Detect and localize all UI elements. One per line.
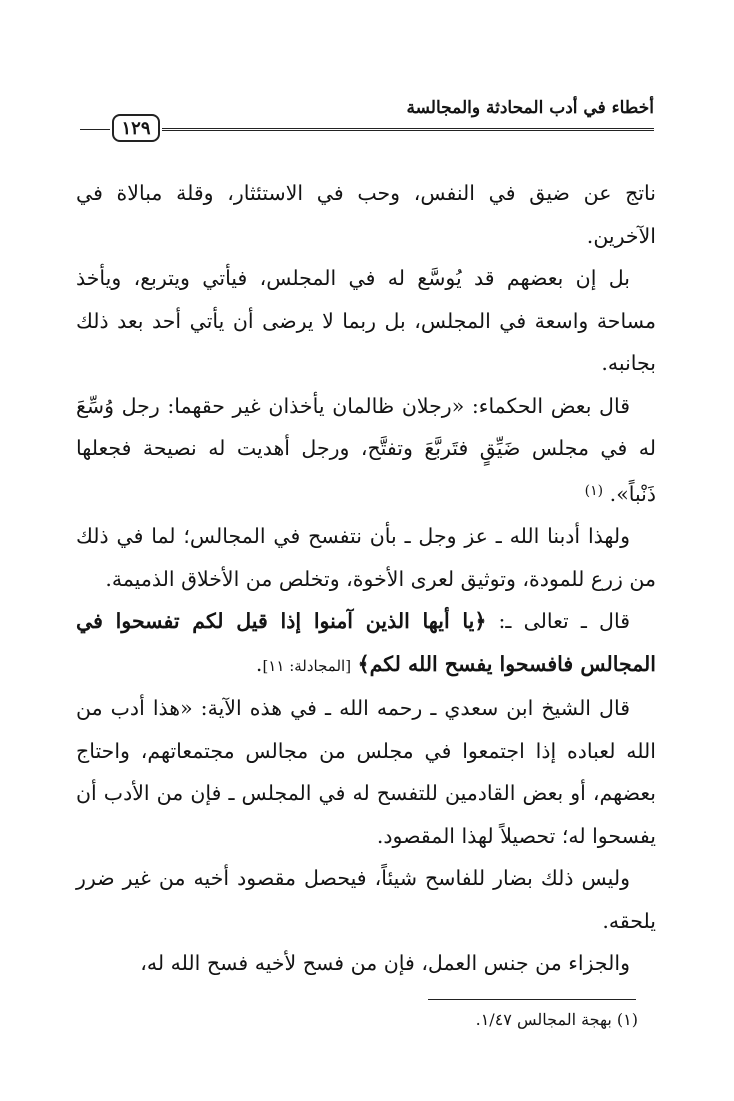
footnote-rule <box>428 999 636 1000</box>
verse-end: . <box>255 651 263 676</box>
paragraph-3 <box>76 385 656 516</box>
page-number: ١٢٩ <box>112 114 160 142</box>
paragraph-7: وليس ذلك بضار للفاسح شيئاً، فيحصل مقصود أخيه من غير ضرر يلحقه. <box>76 866 656 933</box>
verse-intro: قال ـ تعالى ـ: <box>486 609 630 633</box>
verse-reference: [المجادلة: ١١] <box>262 656 352 675</box>
paragraph-1: ناتج عن ضيق في النفس، وحب في الاستئثار، وقلة مبالاة في الآخرين. <box>76 181 656 248</box>
footnote-marker: (١) <box>584 482 604 499</box>
paragraph-6: قال الشيخ ابن سعدي ـ رحمه الله ـ في هذه الآية: «هذا أدب من الله لعباده إذا اجتمعوا في مجلس من مجالس مجتمعاتهم، واحتاج بعضهم، أو بعض القادمين للتفسح له في المجلس ـ فإن من الأدب أن يفسحوا له؛ تحصيلاً لهذا المقصود. <box>76 696 656 848</box>
paragraph-2: بل إن بعضهم قد يُوسَّع له في المجلس، فيأتي ويتربع، ويأخذ مساحة واسعة في المجلس، بل ربما لا يرضى أن يأتي أحد بعد ذلك بجانبه. <box>76 266 656 375</box>
page-header <box>80 96 654 146</box>
running-title: أخطاء في أدب المحادثة والمجالسة <box>406 98 654 118</box>
paragraph-3-text: قال بعض الحكماء: «رجلان ظالمان يأخذان غير حقهما: رجل وُسِّعَ له في مجلس ضَيِّقٍ فتَربَّعَ وتفتَّح، ورجل أهديت له نصيحة فجعلها ذَنْباً». <box>76 393 656 506</box>
header-rule-left <box>80 129 110 130</box>
body-text <box>76 172 656 985</box>
footnote: (١) بهجة المجالس ١/٤٧. <box>475 1010 638 1029</box>
paragraph-5 <box>76 600 656 687</box>
quran-verse: ﴿يا أيها الذين آمنوا إذا قيل لكم تفسحوا في المجالس فافسحوا يفسح الله لكم﴾ <box>76 609 656 676</box>
paragraph-8: والجزاء من جنس العمل، فإن من فسح لأخيه فسح الله له، <box>140 951 630 975</box>
paragraph-4: ولهذا أدبنا الله ـ عز وجل ـ بأن نتفسح في المجالس؛ لما في ذلك من زرع للمودة، وتوثيق لعرى الأخوة، وتخلص من الأخلاق الذميمة. <box>76 524 656 591</box>
header-rule <box>162 128 654 131</box>
